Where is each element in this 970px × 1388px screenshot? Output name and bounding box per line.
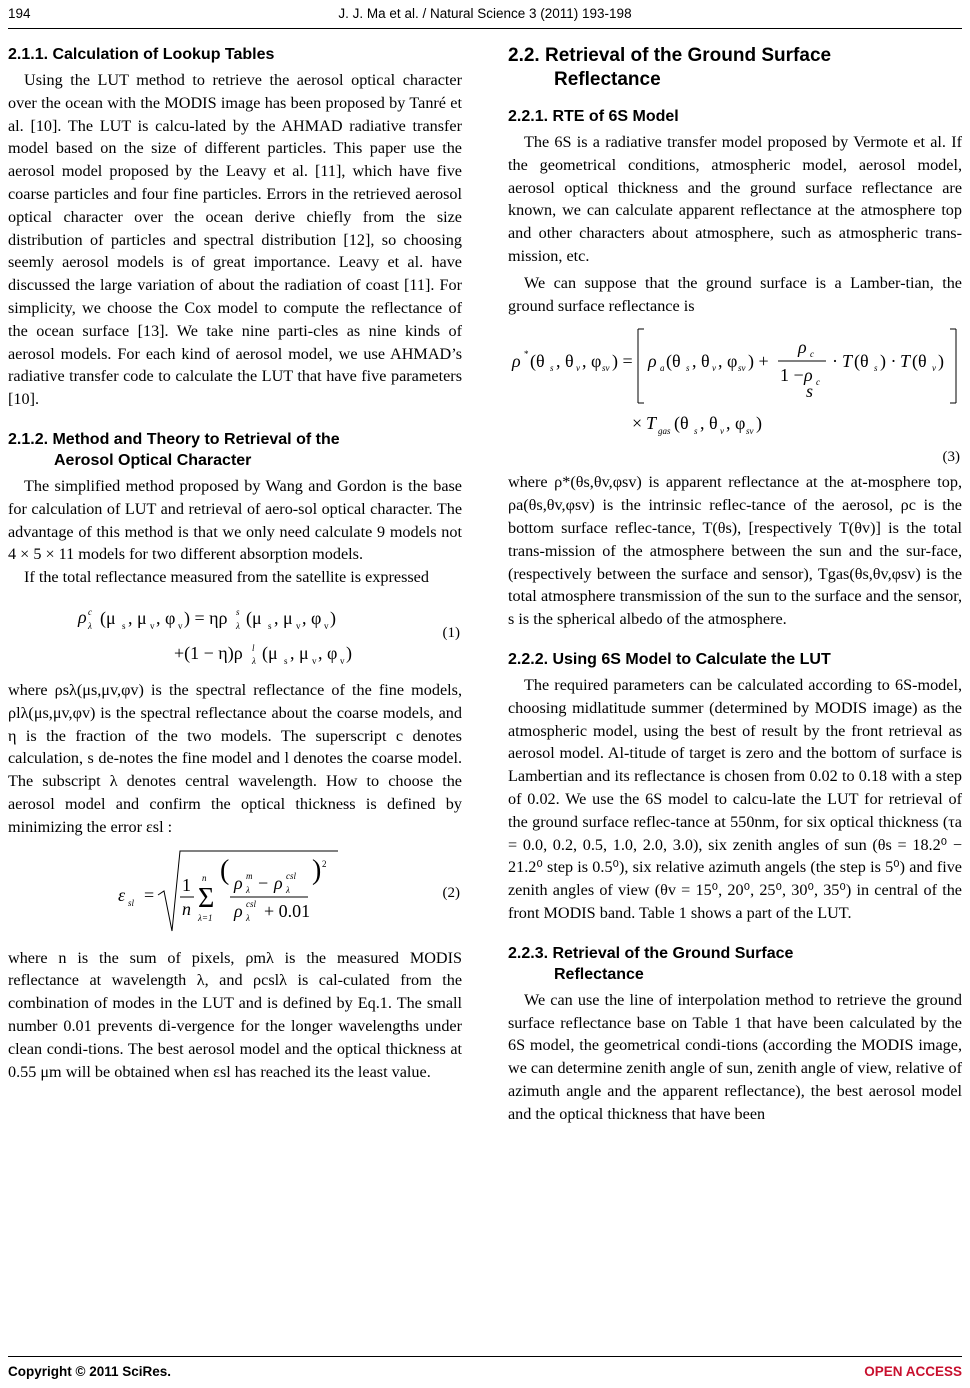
svg-text:a: a bbox=[660, 363, 665, 374]
svg-text:, θ: , θ bbox=[556, 351, 574, 372]
section-2-1-2-paragraph-1: The simplified method proposed by Wang and Gordon is the base for calculation of LUT and retrieval of aero-sol optical character. The advantage of this method is that we only need calculate 9 models not 4 × 5 × 11 models for two different absorption models. bbox=[8, 476, 462, 564]
svg-text:ρ: ρ bbox=[234, 900, 243, 921]
svg-text:λ: λ bbox=[246, 884, 250, 895]
svg-text:n: n bbox=[202, 872, 207, 883]
svg-text:(μ: (μ bbox=[100, 607, 116, 628]
svg-text:λ: λ bbox=[286, 884, 290, 895]
svg-text:, μ: , μ bbox=[274, 607, 293, 628]
svg-text:λ: λ bbox=[88, 620, 92, 631]
section-2-1-1-paragraph: Using the LUT method to retrieve the aerosol optical character over the ocean with the MODIS image has been proposed by Tanré et al. [10]. The LUT is calcu-lated by the AHMAD radiative transfer model based on the size of different particles. This paper use the aerosol model proposed by the Leavy et al. [11], which have five coarse particles and four fine particles. Errors in the retrieved aerosol optical character over the ocean derive chiefly from the size distribution of particles and spectral distribution [12], so choosing seemly aerosol models is of great importance. Leavy et al. have discussed the large variation of about the radiation of coast [11]. For simplicity, we choose the Cox model to compute the reflectance of the ocean surface [13]. We take nine parti-cles as nine kinds of aerosol models. For each kind of aerosol model, we use AHMAD’s radiative transfer code to calculate the LUT that have five parameters [10]. bbox=[8, 71, 462, 409]
page-header bbox=[8, 6, 962, 28]
section-2-2-1-paragraph-1: The 6S is a radiative transfer model proposed by Vermote et al. If the geometrical conditions, atmospheric model, aerosol model, aerosol optical thickness and the ground surface reflectance are known, we can calculate apparent reflectance at the atmosphere top and other characters about atmosphere, such as atmospheric trans-mission, etc. bbox=[508, 133, 962, 265]
section-2-1-2-heading: 2.1.2. Method and Theory to Retrieval of the Aerosol Optical Character bbox=[8, 430, 340, 469]
svg-text:(: ( bbox=[220, 854, 230, 886]
svg-text:, φ: , φ bbox=[302, 607, 322, 628]
right-column bbox=[508, 44, 962, 1126]
svg-text:×: × bbox=[632, 413, 643, 434]
svg-text:, θ: , θ bbox=[692, 351, 710, 372]
header-rule bbox=[8, 28, 962, 29]
section-2-2-1-heading: 2.2.1. RTE of 6S Model bbox=[508, 108, 679, 125]
svg-text:n: n bbox=[182, 898, 191, 919]
svg-text:s: s bbox=[874, 363, 878, 374]
section-2-2-heading: 2.2. Retrieval of the Ground Surface Reflectance bbox=[508, 45, 832, 90]
svg-text:csl: csl bbox=[286, 870, 296, 881]
svg-text:ρ: ρ bbox=[78, 606, 87, 627]
svg-text:1 −: 1 − bbox=[780, 365, 804, 386]
svg-text:ρ: ρ bbox=[512, 351, 521, 372]
svg-text:): ) bbox=[330, 607, 336, 628]
open-access-label: OPEN ACCESS bbox=[864, 1364, 962, 1379]
svg-text:s: s bbox=[284, 655, 288, 666]
footer-rule bbox=[8, 1356, 962, 1357]
page-footer bbox=[8, 1356, 962, 1382]
svg-text:*: * bbox=[524, 349, 529, 360]
svg-text:, φ: , φ bbox=[156, 607, 176, 628]
svg-text:ε: ε bbox=[118, 884, 126, 905]
equation-3 bbox=[508, 323, 962, 443]
section-2-2-2-paragraph: The required parameters can be calculated according to 6S-model, choosing midlatitude summer (determined by MODIS image) as the atmospheric model, using the best of result by the front retrieval as aerosol model. Al-titude of target is zero and the bottom of surface is Lambertian and its reflectance is chosen from 0.02 to 0.18 with a step of 0.02. We use the 6S model to calcu-late the LUT for retrieval of the ground surface reflec-tance at 550nm, for six optical thickness (τa = 0.0, 0.2, 0.5, 1.0, 2.0, 3.0), six zenith angles of sun (θs = 18.2⁰ − 21.2⁰ step is 0.5⁰), six relative azimuth angels (the step is 5⁰) and five zenith angles of view (θv = 15⁰, 20⁰, 25⁰, 30⁰, 35⁰) in central of the front MODIS band. Table 1 shows a part of the LUT. bbox=[508, 675, 962, 922]
svg-text:): ) bbox=[938, 351, 944, 372]
svg-text:T: T bbox=[900, 351, 911, 372]
section-2-1-1-heading: 2.1.1. Calculation of Lookup Tables bbox=[8, 46, 275, 63]
svg-text:ρ: ρ bbox=[648, 351, 657, 372]
svg-text:ρ: ρ bbox=[798, 337, 807, 358]
svg-text:v: v bbox=[576, 363, 580, 374]
svg-text:λ: λ bbox=[246, 912, 250, 923]
svg-text:v: v bbox=[720, 426, 724, 437]
svg-text:s: s bbox=[268, 620, 272, 631]
svg-text:·: · bbox=[832, 351, 838, 372]
svg-text:): ) bbox=[312, 854, 322, 886]
left-column bbox=[8, 44, 462, 1083]
svg-text:s: s bbox=[806, 381, 814, 402]
svg-text:, μ: , μ bbox=[290, 642, 309, 663]
equation-2 bbox=[8, 845, 462, 941]
svg-text:) ·: ) · bbox=[880, 351, 897, 372]
equation-3-formula bbox=[508, 323, 962, 443]
svg-text:, φ: , φ bbox=[582, 351, 602, 372]
svg-text:c: c bbox=[810, 349, 814, 360]
svg-text:ρ: ρ bbox=[804, 365, 813, 386]
equation-3-number: (3) bbox=[942, 449, 960, 466]
svg-text:λ: λ bbox=[252, 655, 256, 666]
section-2-2-2-heading: 2.2.2. Using 6S Model to Calculate the LUT bbox=[508, 650, 831, 668]
svg-text:) +: ) + bbox=[748, 351, 769, 372]
svg-text:m: m bbox=[246, 870, 253, 881]
svg-text:v: v bbox=[324, 620, 329, 631]
section-2-2-1-paragraph-3: where ρ*(θs,θv,φsv) is apparent reflectance at the at-mosphere top, ρa(θs,θv,φsv) is the intrinsic reflec-tance of the aerosol, ρc is the bottom surface reflec-tance, T(θs), [respectively T(θv)] is the total trans-mission of the atmosphere between the sun and the sur-face, (respectively between the surface and sensor), Tgas(θs,θv,φsv) is the total atmosphere transmission of the sun to the surface and the sensor, s is the spherical albedo of the atmosphere. bbox=[508, 473, 962, 629]
equation-1-number: (1) bbox=[442, 624, 460, 641]
svg-text:(μ: (μ bbox=[246, 607, 262, 628]
svg-text:v: v bbox=[312, 655, 317, 666]
svg-text:v: v bbox=[340, 655, 345, 666]
equation-2-formula bbox=[8, 845, 462, 941]
svg-text:(θ: (θ bbox=[912, 351, 927, 372]
svg-text:sv: sv bbox=[746, 426, 754, 437]
svg-text:, μ: , μ bbox=[128, 607, 147, 628]
running-title: J. J. Ma et al. / Natural Science 3 (2011) 193-198 bbox=[338, 6, 632, 21]
svg-text:2: 2 bbox=[322, 858, 327, 869]
svg-text:csl: csl bbox=[246, 898, 256, 909]
svg-text:v: v bbox=[712, 363, 716, 374]
svg-text:−: − bbox=[258, 872, 269, 893]
svg-text:sv: sv bbox=[602, 363, 610, 374]
svg-text:λ: λ bbox=[236, 620, 240, 631]
svg-text:sv: sv bbox=[738, 363, 746, 374]
section-2-2-1-paragraph-2: We can suppose that the ground surface is a Lamber-tian, the ground surface reflectance is bbox=[508, 273, 962, 315]
svg-text:(θ: (θ bbox=[854, 351, 869, 372]
svg-text:1: 1 bbox=[182, 874, 191, 895]
svg-text:(θ: (θ bbox=[530, 351, 545, 372]
svg-text:c: c bbox=[88, 606, 92, 617]
svg-text:): ) bbox=[756, 413, 762, 434]
svg-text:v: v bbox=[932, 363, 936, 374]
svg-text:): ) bbox=[346, 642, 352, 663]
svg-text:s: s bbox=[236, 606, 240, 617]
svg-text:+ 0.01: + 0.01 bbox=[264, 900, 311, 921]
svg-text:v: v bbox=[150, 620, 155, 631]
svg-text:(θ: (θ bbox=[674, 413, 689, 434]
svg-text:c: c bbox=[816, 377, 820, 388]
page-number: 194 bbox=[8, 6, 31, 21]
equation-1 bbox=[8, 595, 462, 673]
svg-text:s: s bbox=[686, 363, 690, 374]
svg-text:l: l bbox=[252, 642, 255, 653]
svg-text:λ=1: λ=1 bbox=[198, 912, 213, 923]
svg-text:ρ: ρ bbox=[274, 872, 283, 893]
svg-text:, θ: , θ bbox=[700, 413, 718, 434]
svg-text:sl: sl bbox=[128, 897, 135, 908]
equation-1-formula bbox=[8, 595, 462, 673]
svg-text:v: v bbox=[178, 620, 183, 631]
section-2-1-2-paragraph-4: where n is the sum of pixels, ρmλ is the measured MODIS reflectance at wavelength λ, and ρcslλ is cal-culated from the combination of modes in the LUT and is defined by Eq.1. The small number 0.01 prevents di-vergence for the longer wavelengths under clean condi-tions. The best aerosol model and the optical thickness at 0.55 μm will be obtained when εsl has reached its the least value. bbox=[8, 948, 462, 1081]
section-2-2-3-heading: 2.2.3. Retrieval of the Ground Surface Reflectance bbox=[508, 944, 794, 983]
svg-text:+(1 − η)ρ: +(1 − η)ρ bbox=[174, 642, 243, 663]
svg-text:T: T bbox=[842, 351, 853, 372]
equation-2-number: (2) bbox=[442, 884, 460, 901]
svg-text:(μ: (μ bbox=[262, 642, 278, 663]
svg-text:(θ: (θ bbox=[666, 351, 681, 372]
svg-text:, φ: , φ bbox=[318, 642, 338, 663]
svg-text:s: s bbox=[122, 620, 126, 631]
svg-text:, φ: , φ bbox=[718, 351, 738, 372]
svg-text:) = ηρ: ) = ηρ bbox=[184, 607, 228, 628]
svg-text:s: s bbox=[694, 426, 698, 437]
svg-text:, φ: , φ bbox=[726, 413, 746, 434]
svg-text:ρ: ρ bbox=[234, 872, 243, 893]
copyright: Copyright © 2011 SciRes. bbox=[8, 1364, 172, 1379]
section-2-1-2-paragraph-3: where ρsλ(μs,μv,φv) is the spectral reflectance of the fine models, ρlλ(μs,μv,φv) is the spectral reflectance about the coarse models, and η is the fraction of the two models. The superscript c denotes calculation, s de-notes the fine model and l denotes the coarse model. The subscript λ denotes central wavelength. How to choose the aerosol model and confirm the optical thickness is defined by minimizing the error εsl : bbox=[8, 680, 462, 836]
svg-text:s: s bbox=[550, 363, 554, 374]
svg-text:gas: gas bbox=[658, 426, 671, 437]
svg-text:Σ: Σ bbox=[198, 882, 215, 914]
section-2-1-2-paragraph-2: If the total reflectance measured from the satellite is expressed bbox=[24, 568, 429, 587]
svg-text:) =: ) = bbox=[612, 351, 633, 372]
section-2-2-3-paragraph: We can use the line of interpolation method to retrieve the ground surface reflectance base on Table 1 that have been calculated by the 6S model, the geometrical condi-tions (according the MODIS image, we can determine zenith angle of sun, zenith angle of view, relative of azimuth angle and the apparent reflectance), the best aerosol model and the optical thickness that have been bbox=[508, 990, 962, 1123]
svg-text:T: T bbox=[646, 413, 657, 434]
svg-text:=: = bbox=[144, 884, 155, 905]
svg-text:v: v bbox=[296, 620, 301, 631]
